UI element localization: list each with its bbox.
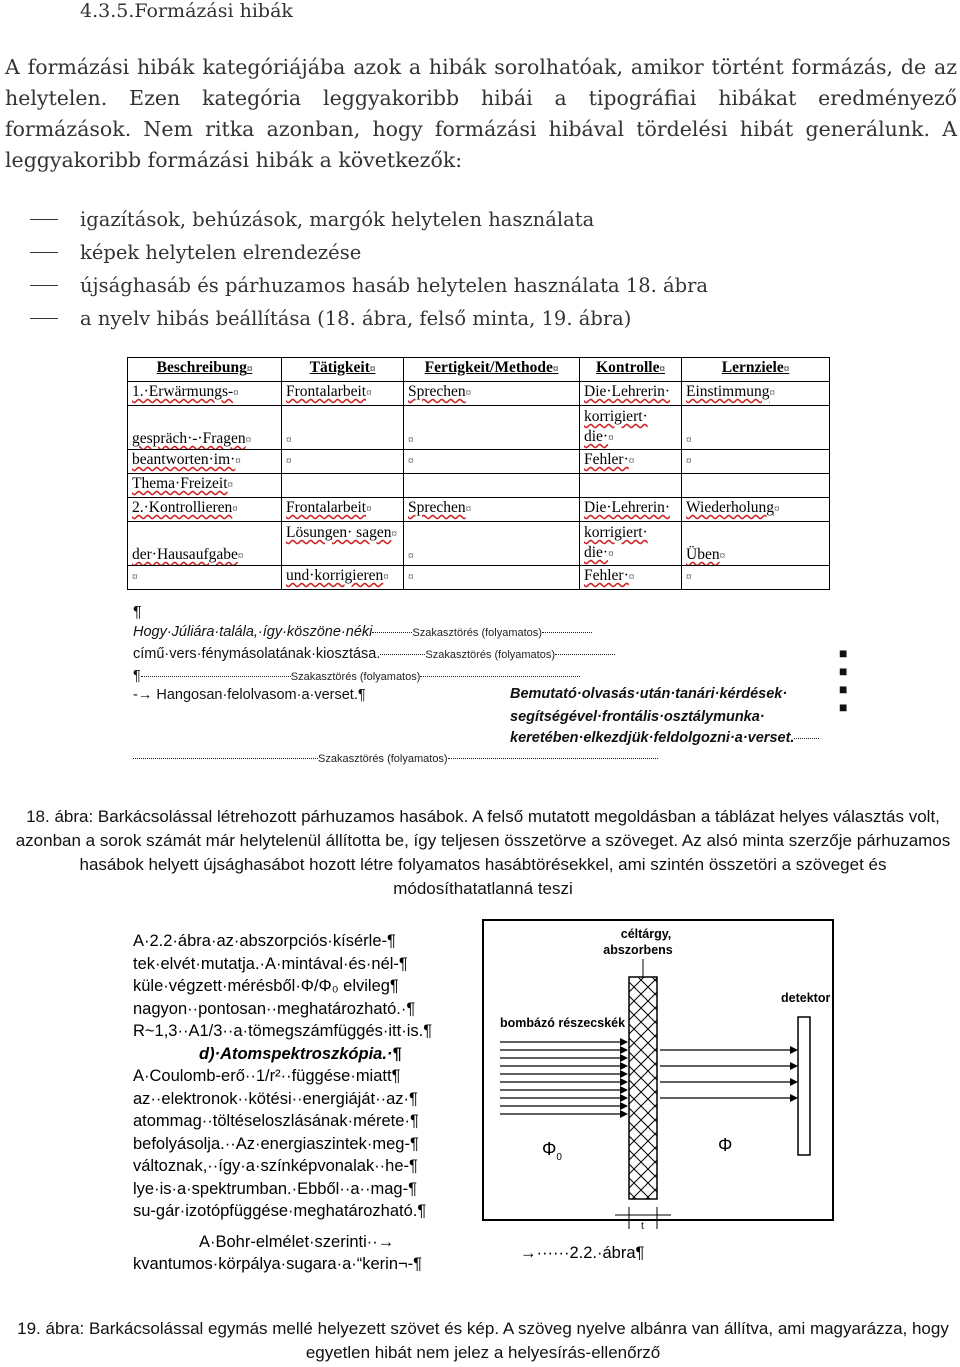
- detector-plate: [798, 1017, 810, 1155]
- table-cell: Wiederholung¤: [682, 498, 830, 522]
- phi-label: Φ: [718, 1135, 733, 1155]
- text-line: d)·Atomspektroszkópia.·¶: [199, 1044, 402, 1063]
- section-heading: 4.3.5.Formázási hibák: [80, 0, 293, 22]
- table-cell: [682, 474, 830, 498]
- text-line: R~1,3··A1/3··a·tömegszámfüggés·itt·is.¶: [133, 1022, 433, 1040]
- figure19-text-column: [133, 930, 453, 1276]
- text-line: tek·elvét·mutatja.·A·mintával·és·nél-¶: [133, 954, 408, 973]
- table-cell: Frontalarbeit¤: [282, 382, 404, 406]
- list-item: a nyelv hibás beállítása (18. ábra, felső minta, 19. ábra): [30, 302, 930, 335]
- table-cell: der·Hausaufgabe¤: [128, 522, 282, 566]
- table-header: Beschreibung¤: [128, 358, 282, 382]
- figure-reference: →······2.2.·ábra¶: [520, 1244, 645, 1262]
- list-item: képek helytelen elrendezése: [30, 236, 930, 269]
- phi0-label: $\Phi_0$: [542, 1139, 562, 1163]
- detector-label: detektor: [781, 991, 831, 1005]
- figure18-table-sample: [127, 357, 839, 584]
- text-line: atommag··töltéseloszlásának·mérete·¶: [133, 1112, 419, 1130]
- dash-icon: [30, 285, 58, 286]
- lesson-plan-table: [127, 357, 830, 590]
- table-row: [128, 566, 830, 590]
- table-cell: Fehler·¤: [580, 450, 682, 474]
- column-line: Bemutató·olvasás·után·tanári·kérdések·: [510, 686, 788, 702]
- transmitted-beam: [660, 1050, 790, 1098]
- text-line: változnak,··így·a·színképvonalak··he-¶: [133, 1157, 418, 1175]
- table-cell: Lösungen· sagen¤: [282, 522, 404, 566]
- side-marks: ■ ■ ■ ■: [839, 645, 848, 715]
- table-cell: Die·Lehrerin·: [580, 498, 682, 522]
- table-cell: 2.·Kontrollieren¤: [128, 498, 282, 522]
- text-line: az··elektronok··kötési··energiáját··az·¶: [133, 1089, 418, 1108]
- table-cell: ¤: [682, 566, 830, 590]
- figure19-caption: 19. ábra: Barkácsolással egymás mellé helyezett szövet és kép. A szöveg nyelve albánra van állítva, ami magyarázza, hogy egyetlen hibát nem jelez a helyesírás-ellenőrző: [17, 1319, 949, 1362]
- table-header: Lernziele¤: [682, 358, 830, 382]
- text-line: A·Coulomb-erő··1/r²··függése·miatt¶: [133, 1067, 401, 1085]
- table-cell: Sprechen¤: [404, 498, 580, 522]
- table-cell: Die·Lehrerin·: [580, 382, 682, 406]
- table-cell: ¤: [682, 406, 830, 450]
- diagram-frame: [483, 920, 833, 1220]
- absorption-diagram: [480, 917, 840, 1240]
- target-label-line1: céltárgy,: [620, 927, 672, 941]
- text-line: nagyon··pontosan··meghatározható.·¶: [133, 999, 416, 1018]
- table-cell: ¤: [682, 450, 830, 474]
- table-cell: ¤: [404, 566, 580, 590]
- dash-icon: [30, 318, 58, 319]
- list-item: újsághasáb és párhuzamos hasáb helytelen használata 18. ábra: [30, 269, 930, 302]
- table-cell: Thema·Freizeit¤: [128, 474, 282, 498]
- pilcrow-mark: ¶: [133, 604, 142, 621]
- figure18-columns-sample: [125, 604, 855, 774]
- table-cell: Einstimmung¤: [682, 382, 830, 406]
- text-line: kvantumos·körpálya·sugara·a·“kerin¬-¶: [133, 1255, 423, 1273]
- column-line: ¶ Szakasztörés (folyamatos): [133, 668, 580, 684]
- table-cell: 1.·Erwärmungs-¤: [128, 382, 282, 406]
- text-line: befolyásolja.··Az·energiaszintek·meg-¶: [133, 1134, 419, 1153]
- table-cell: ¤: [282, 450, 404, 474]
- table-cell: Üben¤: [682, 522, 830, 566]
- text-line: küle·végzett·mérésből·Φ/Φ₀ elvileg¶: [133, 977, 399, 995]
- table-row: [128, 450, 830, 474]
- table-cell: gespräch·-·Fragen¤: [128, 406, 282, 450]
- figure18-caption: 18. ábra: Barkácsolással létrehozott párhuzamos hasábok. A felső mutatott megoldásban a táblázat helyes választás volt, azonban a sorok számát már helytelenül állította be, így teljesen összetörve a szöveget. Az alsó minta szerzője párhuzamos hasábok helyett újsághasábot hozott létre folyamatos hasábtörésekkel, ami szintén összetöri a szöveget és módosíthatatlanná teszi: [15, 807, 951, 898]
- column-line: Hogy·Júliára·talála,·így·köszöne·néki Szakasztörés (folyamatos): [133, 624, 592, 640]
- text-line: A·2.2·ábra·az·abszorpciós·kísérle-¶: [133, 932, 396, 950]
- column-line: című·vers·fénymásolatának·kiosztása. Szakasztörés (folyamatos): [133, 646, 615, 662]
- dash-icon: [30, 252, 58, 253]
- column-line: segítségével·frontális·osztálymunka·: [510, 709, 765, 725]
- table-cell: ¤: [404, 450, 580, 474]
- table-row: [128, 406, 830, 450]
- table-cell: [580, 474, 682, 498]
- table-header: Tätigkeit¤: [282, 358, 404, 382]
- table-cell: [282, 474, 404, 498]
- table-cell: ¤: [128, 566, 282, 590]
- table-header: Kontrolle¤: [580, 358, 682, 382]
- column-line: -→ Hangosan·felolvasom·a·verset.¶: [133, 687, 366, 703]
- incident-arrowheads: [620, 1038, 628, 1118]
- table-cell: ¤: [282, 406, 404, 450]
- particles-label: bombázó részecskék: [500, 1016, 626, 1030]
- table-cell: korrigiert· die·¤: [580, 522, 682, 566]
- table-cell: [404, 474, 580, 498]
- table-header-row: [128, 358, 830, 382]
- table-row: [128, 474, 830, 498]
- incident-beam: [500, 1042, 620, 1114]
- table-cell: und·korrigieren¤: [282, 566, 404, 590]
- target-label-line2: abszorbens: [603, 943, 673, 957]
- error-list: [30, 203, 930, 335]
- table-cell: ¤: [404, 522, 580, 566]
- text-line: A·Bohr-elmélet·szerinti··→: [199, 1232, 395, 1251]
- table-row: [128, 498, 830, 522]
- dash-icon: [30, 219, 58, 220]
- table-row: [128, 382, 830, 406]
- target-lattice: [629, 977, 657, 1199]
- thickness-label: t: [641, 1221, 644, 1232]
- text-line: su-gár·izotópfüggése·meghatározható.¶: [133, 1202, 427, 1220]
- list-item: igazítások, behúzások, margók helytelen használata: [30, 203, 930, 236]
- table-cell: Fehler·¤: [580, 566, 682, 590]
- table-row: [128, 522, 830, 566]
- column-line: Szakasztörés (folyamatos): [133, 750, 658, 766]
- column-line: keretében·elkezdjük·feldolgozni·a·verset.: [510, 730, 819, 746]
- transmitted-arrowheads: [790, 1046, 798, 1102]
- text-line: lye·is·a·spektrumban.·Ebből··a··mag-¶: [133, 1179, 417, 1198]
- table-cell: Sprechen¤: [404, 382, 580, 406]
- table-cell: beantworten·im·¤: [128, 450, 282, 474]
- table-cell: ¤: [404, 406, 580, 450]
- table-cell: korrigiert· die·¤: [580, 406, 682, 450]
- table-header: Fertigkeit/Methode¤: [404, 358, 580, 382]
- intro-paragraph: A formázási hibák kategóriájába azok a hibák sorolhatóak, amikor történt formázás, de az helytelen. Ezen kategória leggyakoribb hibái a tipográfiai hibákat eredményező formázások. Nem ritka azonban, hogy formázási hibával tördelési hibát generálunk. A leggyakoribb formázási hibák a következők:: [5, 55, 957, 172]
- table-cell: Frontalarbeit¤: [282, 498, 404, 522]
